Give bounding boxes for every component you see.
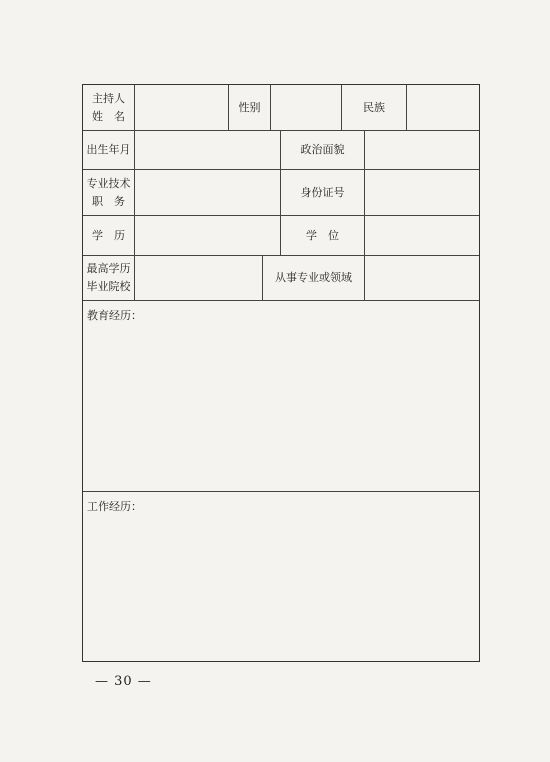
label-political-status [281,131,365,169]
label-id-number-text: 身份证号 [300,185,345,199]
label-school-line1: 最高学历 [86,262,131,275]
label-host-name-line1: 主持人 [92,91,125,105]
field-political-status[interactable] [365,131,479,169]
label-birth-date-text: 出生年月 [86,143,131,156]
row-host-info [83,85,479,131]
label-political-status-text: 政治面貌 [300,143,345,156]
field-education[interactable] [135,216,281,255]
page-number: — 30 — [95,674,152,689]
application-form [82,84,480,662]
row-birth-political [83,131,479,170]
label-id-number [281,170,365,215]
field-graduate-school[interactable] [135,256,263,300]
label-title-line2: 职 务 [92,194,125,208]
field-birth-date[interactable] [135,131,281,169]
field-specialty[interactable] [365,256,479,300]
row-school-field [83,256,479,301]
label-professional-title [83,170,135,215]
label-ethnicity [342,85,407,130]
label-title-line1: 专业技术 [86,176,131,190]
field-ethnicity[interactable] [407,85,479,130]
education-history-section[interactable] [83,301,479,492]
row-education-degree [83,216,479,256]
label-degree-text: 学 位 [306,228,339,242]
label-graduate-school [83,256,135,300]
label-ethnicity-text: 民族 [363,100,385,114]
label-school-line2: 毕业院校 [86,280,131,293]
label-field [263,256,365,300]
education-history-title: 教育经历： [87,309,142,322]
label-field-text: 从事专业或领域 [275,271,352,284]
label-gender [229,85,271,130]
label-degree [281,216,365,255]
label-host-name [83,85,135,130]
field-professional-title[interactable] [135,170,281,215]
label-host-name-line2: 姓 名 [92,109,125,123]
field-host-name[interactable] [135,85,229,130]
field-degree[interactable] [365,216,479,255]
label-education [83,216,135,255]
row-title-id [83,170,479,216]
work-history-section[interactable] [83,492,479,661]
label-birth-date [83,131,135,169]
label-gender-text: 性别 [238,100,261,114]
work-history-title: 工作经历： [87,500,142,513]
field-id-number[interactable] [365,170,479,215]
field-gender[interactable] [271,85,342,130]
label-education-text: 学 历 [92,228,125,242]
